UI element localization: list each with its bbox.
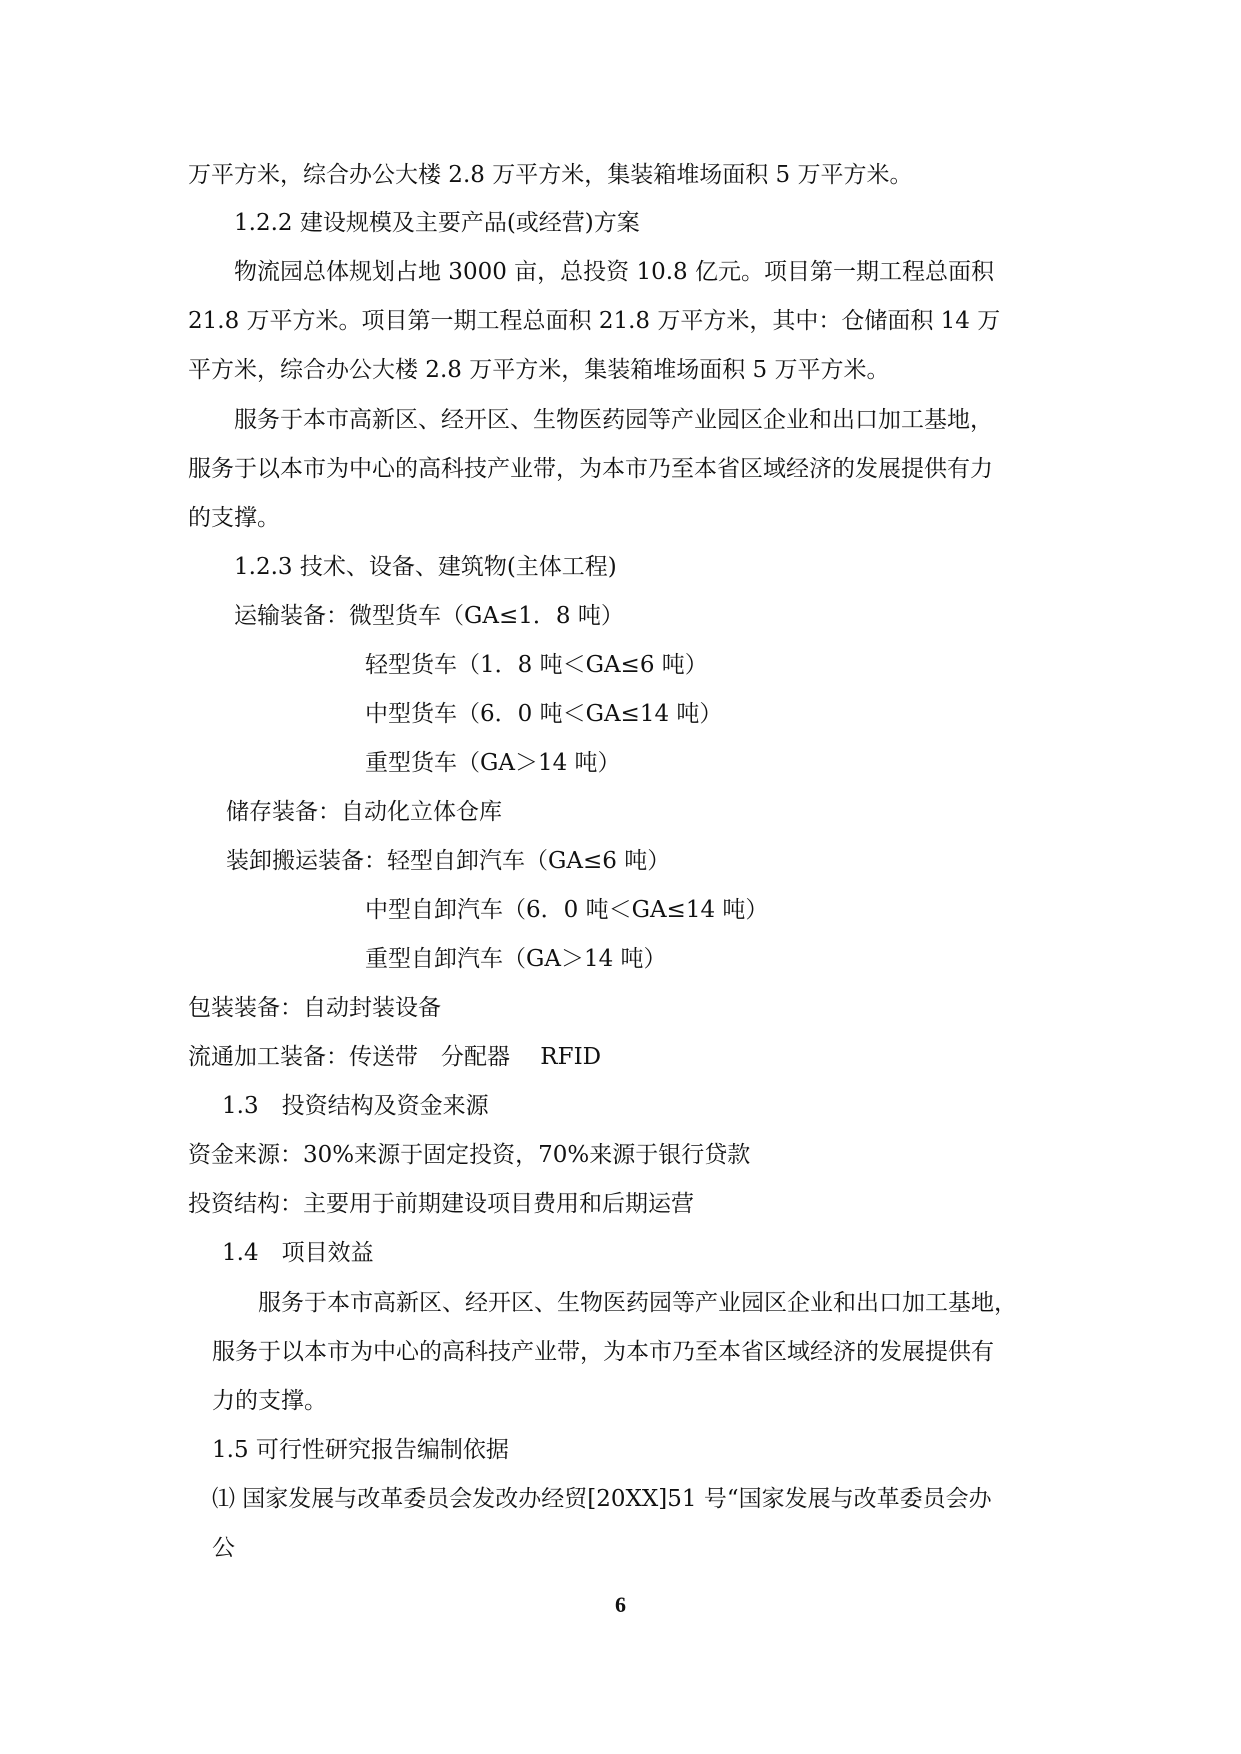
page-number: 6	[615, 1592, 626, 1617]
text-line: 运输装备：微型货车（GA≤1．8 吨）	[234, 603, 624, 629]
text-line: 包装装备：自动封装设备	[188, 995, 441, 1021]
text-line: 万平方米，综合办公大楼 2.8 万平方米，集装箱堆场面积 5 万平方米。	[188, 162, 913, 188]
text-line: 平方米，综合办公大楼 2.8 万平方米，集装箱堆场面积 5 万平方米。	[188, 357, 890, 383]
section-heading: 1.2.2 建设规模及主要产品(或经营)方案	[234, 210, 640, 236]
section-heading: 1.2.3 技术、设备、建筑物(主体工程)	[234, 554, 617, 580]
text-line: 轻型货车（1．8 吨＜GA≤6 吨）	[365, 652, 708, 678]
text-line: 物流园总体规划占地 3000 亩，总投资 10.8 亿元。项目第一期工程总面积	[234, 259, 994, 285]
section-heading: 1.5 可行性研究报告编制依据	[212, 1437, 509, 1463]
text-line: 装卸搬运装备：轻型自卸汽车（GA≤6 吨）	[226, 848, 671, 874]
section-heading: 1.4 项目效益	[222, 1240, 374, 1266]
text-line: 中型货车（6．0 吨＜GA≤14 吨）	[365, 701, 723, 727]
text-line: 流通加工装备：传送带 分配器 RFID	[188, 1044, 602, 1070]
text-line: 储存装备：自动化立体仓库	[226, 799, 502, 825]
section-heading: 1.3 投资结构及资金来源	[222, 1093, 489, 1119]
text-line: 资金来源：30%来源于固定投资，70%来源于银行贷款	[188, 1142, 751, 1168]
text-line: 服务于以本市为中心的高科技产业带，为本市乃至本省区域经济的发展提供有力	[188, 456, 993, 482]
text-line: 21.8 万平方米。项目第一期工程总面积 21.8 万平方米，其中：仓储面积 14 万	[188, 308, 1001, 334]
text-line: ⑴ 国家发展与改革委员会发改办经贸[20XX]51 号“国家发展与改革委员会办	[212, 1486, 992, 1512]
text-line: 服务于本市高新区、经开区、生物医药园等产业园区企业和出口加工基地，	[234, 407, 993, 433]
text-line: 服务于本市高新区、经开区、生物医药园等产业园区企业和出口加工基地，	[258, 1290, 1017, 1316]
text-line: 重型自卸汽车（GA＞14 吨）	[365, 946, 667, 972]
text-line: 中型自卸汽车（6．0 吨＜GA≤14 吨）	[365, 897, 769, 923]
text-line: 重型货车（GA＞14 吨）	[365, 750, 621, 776]
text-line: 服务于以本市为中心的高科技产业带，为本市乃至本省区域经济的发展提供有	[212, 1339, 994, 1365]
text-line: 投资结构：主要用于前期建设项目费用和后期运营	[188, 1191, 694, 1217]
text-line: 力的支撑。	[212, 1388, 327, 1414]
text-line: 公	[212, 1535, 235, 1561]
text-line: 的支撑。	[188, 505, 280, 531]
